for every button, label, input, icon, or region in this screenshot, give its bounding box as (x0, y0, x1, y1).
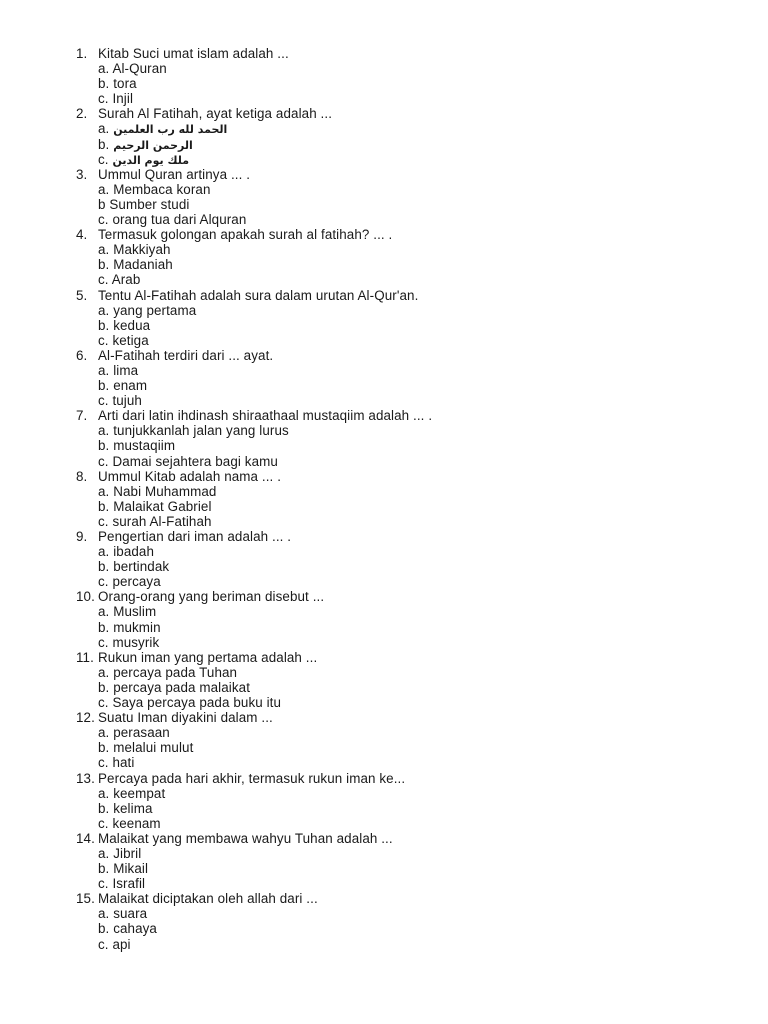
answer-option (0, 137, 768, 152)
option-letter: a. (98, 302, 114, 318)
question-item (0, 46, 768, 106)
answer-option (0, 333, 768, 348)
option-text: musyrik (112, 634, 160, 650)
answer-option-content (98, 197, 189, 212)
option-text: ibadah (113, 544, 155, 560)
question-item (0, 771, 768, 831)
answer-option (0, 740, 768, 755)
question-line (0, 771, 768, 786)
answer-option-content (98, 937, 131, 952)
answer-option (0, 484, 768, 499)
option-text: orang tua dari Alquran (112, 212, 247, 228)
option-text: Makkiyah (113, 242, 171, 258)
question-line (0, 469, 768, 484)
question-text: Suatu Iman diyakini dalam ... (98, 710, 273, 726)
question-text: Percaya pada hari akhir, termasuk rukun iman ke... (98, 770, 406, 786)
answer-option (0, 755, 768, 770)
answer-option (0, 272, 768, 287)
answer-option-content (98, 257, 173, 272)
question-line (0, 831, 768, 846)
answer-option-content (98, 363, 138, 378)
option-letter: a. (98, 544, 114, 560)
option-letter: b. (98, 498, 114, 514)
answer-option-content (98, 695, 281, 710)
answer-option (0, 499, 768, 514)
answer-option-content (98, 876, 145, 891)
question-item (0, 891, 768, 951)
answer-option-content (98, 303, 196, 318)
answer-option (0, 121, 768, 136)
question-text: Ummul Kitab adalah nama ... . (98, 468, 282, 484)
option-letter: b. (98, 800, 114, 816)
option-text: lima (113, 362, 139, 378)
option-letter: c. (98, 936, 113, 952)
option-letter: c. (98, 574, 113, 590)
answer-option (0, 937, 768, 952)
question-line (0, 650, 768, 665)
question-text: Tentu Al-Fatihah adalah sura dalam urutan Al-Qur'an. (98, 287, 419, 303)
question-text: Al-Fatihah terdiri dari ... ayat. (98, 347, 274, 363)
answer-option-content (98, 514, 212, 529)
answer-option-content (98, 725, 170, 740)
answer-option (0, 816, 768, 831)
answer-option-content (98, 665, 237, 680)
answer-option (0, 906, 768, 921)
answer-option (0, 876, 768, 891)
option-text: mukmin (113, 619, 161, 635)
answer-option (0, 454, 768, 469)
question-line (0, 46, 768, 61)
answer-option-content (98, 861, 148, 876)
answer-option-content (98, 378, 147, 393)
option-text: Arab (111, 272, 141, 288)
answer-option (0, 76, 768, 91)
answer-option (0, 61, 768, 76)
answer-option-content (98, 635, 159, 650)
question-number: 4. (76, 227, 88, 243)
question-item (0, 831, 768, 891)
answer-option (0, 801, 768, 816)
option-letter: c. (98, 272, 112, 288)
question-line (0, 227, 768, 242)
option-text: tujuh (112, 393, 142, 409)
answer-option-content (98, 333, 149, 348)
answer-option-content (98, 182, 211, 197)
answer-option (0, 680, 768, 695)
option-letter: a. (98, 121, 114, 137)
answer-option-content (98, 152, 189, 168)
question-item (0, 348, 768, 408)
answer-option-content (98, 574, 161, 589)
answer-option-content (98, 846, 141, 861)
answer-option (0, 152, 768, 167)
answer-option-content (98, 318, 150, 333)
option-text: tunjukkanlah jalan yang lurus (113, 423, 289, 439)
option-letter: a. (98, 242, 114, 258)
option-text: Injil (112, 91, 134, 107)
answer-option (0, 197, 768, 212)
option-letter: c. (98, 151, 113, 167)
option-letter: b. (98, 76, 114, 92)
answer-option-content (98, 91, 133, 106)
question-text: Termasuk golongan apakah surah al fatihah? ... . (98, 227, 393, 243)
option-letter: b. (98, 679, 114, 695)
option-text: Nabi Muhammad (113, 483, 217, 499)
answer-option-content (98, 921, 157, 936)
answer-option-content (98, 604, 156, 619)
answer-option-content (98, 242, 171, 257)
option-text: yang pertama (113, 302, 197, 318)
answer-option (0, 861, 768, 876)
question-number: 11. (76, 649, 94, 665)
question-number: 9. (76, 529, 88, 544)
question-item (0, 589, 768, 649)
answer-option (0, 318, 768, 333)
option-letter: b (98, 196, 110, 212)
answer-option-content (98, 438, 175, 453)
option-letter: a. (98, 725, 114, 741)
question-number: 15. (76, 891, 95, 907)
option-text: Malaikat Gabriel (113, 498, 212, 514)
answer-option (0, 725, 768, 740)
option-text-arabic: الحمد لله رب العلمين (113, 123, 228, 137)
answer-option (0, 544, 768, 559)
answer-option-content (98, 137, 193, 153)
question-number: 14. (76, 830, 95, 846)
option-text: Sumber studi (109, 196, 190, 212)
question-line (0, 167, 768, 182)
option-text: Mikail (113, 861, 149, 877)
option-text: kedua (113, 317, 151, 333)
question-line (0, 408, 768, 423)
option-letter: a. (98, 785, 114, 801)
option-letter: b. (98, 619, 114, 635)
question-item (0, 288, 768, 348)
answer-option (0, 182, 768, 197)
option-letter: c. (98, 453, 113, 469)
question-text: Kitab Suci umat islam adalah ... (98, 46, 289, 61)
answer-option-content (98, 484, 216, 499)
option-letter: a. (98, 61, 113, 77)
option-text: perasaan (113, 725, 170, 741)
answer-option-content (98, 559, 169, 574)
question-text: Surah Al Fatihah, ayat ketiga adalah ... (98, 106, 333, 122)
option-letter: b. (98, 740, 114, 756)
option-text: tora (113, 76, 137, 92)
answer-option (0, 393, 768, 408)
option-letter: b. (98, 438, 114, 454)
option-text: bertindak (113, 559, 170, 575)
option-text: Israfil (112, 876, 146, 892)
question-line (0, 710, 768, 725)
option-letter: a. (98, 181, 114, 197)
question-number: 3. (76, 166, 88, 182)
option-letter: a. (98, 845, 114, 861)
question-line (0, 106, 768, 121)
option-text: Madaniah (113, 257, 173, 273)
answer-option (0, 665, 768, 680)
question-text: Malaikat yang membawa wahyu Tuhan adalah ... (98, 830, 393, 846)
question-text: Rukun iman yang pertama adalah ... (98, 649, 318, 665)
option-text: Al-Quran (112, 61, 167, 77)
question-item (0, 227, 768, 287)
option-text: percaya (112, 574, 161, 590)
answer-option-content (98, 801, 153, 816)
option-text: Membaca koran (113, 181, 211, 197)
answer-option (0, 514, 768, 529)
option-letter: b. (98, 921, 114, 937)
option-letter: c. (98, 91, 113, 107)
option-text: melalui mulut (113, 740, 194, 756)
answer-option (0, 559, 768, 574)
answer-option-content (98, 906, 147, 921)
answer-option (0, 921, 768, 936)
option-text: api (112, 936, 131, 952)
option-letter: b. (98, 559, 114, 575)
answer-option-content (98, 61, 167, 76)
answer-option-content (98, 212, 246, 227)
option-letter: a. (98, 483, 114, 499)
option-text: Saya percaya pada buku itu (112, 695, 282, 711)
answer-option (0, 604, 768, 619)
answer-option (0, 423, 768, 438)
question-line (0, 288, 768, 303)
option-text: mustaqiim (113, 438, 176, 454)
answer-option-content (98, 393, 142, 408)
answer-option (0, 695, 768, 710)
answer-option (0, 363, 768, 378)
answer-option (0, 786, 768, 801)
option-text: Jibril (113, 845, 142, 861)
option-letter: c. (98, 393, 113, 409)
answer-option (0, 438, 768, 453)
option-text: enam (113, 378, 148, 394)
answer-option-content (98, 816, 161, 831)
option-letter: c. (98, 815, 113, 831)
question-text: Orang-orang yang beriman disebut ... (98, 589, 325, 605)
question-number: 7. (76, 408, 88, 424)
question-number: 5. (76, 287, 88, 303)
answer-option (0, 620, 768, 635)
question-number: 10. (76, 589, 95, 605)
question-line (0, 589, 768, 604)
option-text: percaya pada Tuhan (113, 664, 238, 680)
option-text: kelima (113, 800, 153, 816)
answer-option-content (98, 121, 227, 137)
option-letter: c. (98, 513, 113, 529)
option-letter: c. (98, 695, 113, 711)
option-letter: a. (98, 664, 114, 680)
option-text: hati (112, 755, 135, 771)
option-text-arabic: الرحمن الرحيم (113, 138, 193, 152)
question-number: 8. (76, 468, 88, 484)
answer-option (0, 242, 768, 257)
answer-option-content (98, 620, 161, 635)
option-text: Muslim (113, 604, 157, 620)
answer-option-content (98, 786, 165, 801)
option-letter: c. (98, 876, 113, 892)
question-text: Malaikat diciptakan oleh allah dari ... (98, 891, 318, 907)
option-text: Damai sejahtera bagi kamu (112, 453, 278, 469)
question-number: 2. (76, 106, 88, 122)
answer-option-content (98, 499, 212, 514)
question-text: Arti dari latin ihdinash shiraathaal mustaqiim adalah ... . (98, 408, 433, 424)
option-letter: c. (98, 212, 113, 228)
answer-option (0, 635, 768, 650)
option-text: percaya pada malaikat (113, 679, 251, 695)
question-item (0, 167, 768, 227)
answer-option-content (98, 755, 134, 770)
answer-option-content (98, 544, 154, 559)
answer-option-content (98, 740, 193, 755)
answer-option (0, 303, 768, 318)
answer-option-content (98, 423, 289, 438)
question-item (0, 408, 768, 468)
question-item (0, 469, 768, 529)
option-text: surah Al-Fatihah (112, 513, 212, 529)
question-text: Pengertian dari iman adalah ... . (98, 529, 292, 544)
question-number: 1. (76, 46, 88, 61)
quiz-document (0, 46, 768, 952)
answer-option (0, 574, 768, 589)
answer-option (0, 378, 768, 393)
question-item (0, 710, 768, 770)
option-text: keempat (113, 785, 166, 801)
answer-option-content (98, 454, 278, 469)
question-line (0, 348, 768, 363)
answer-option (0, 212, 768, 227)
option-letter: b. (98, 317, 114, 333)
option-text: cahaya (113, 921, 157, 937)
option-letter: a. (98, 362, 114, 378)
option-letter: c. (98, 755, 113, 771)
option-letter: b. (98, 378, 114, 394)
question-number: 12. (76, 710, 95, 726)
answer-option (0, 257, 768, 272)
question-number: 6. (76, 347, 88, 363)
option-text: suara (113, 906, 148, 922)
option-letter: b. (98, 861, 114, 877)
option-text: ketiga (112, 332, 149, 348)
question-text: Ummul Quran artinya ... . (98, 166, 251, 182)
option-letter: c. (98, 332, 113, 348)
option-text: keenam (112, 815, 161, 831)
question-item (0, 106, 768, 166)
option-letter: a. (98, 423, 114, 439)
question-item (0, 529, 768, 589)
option-letter: c. (98, 634, 113, 650)
answer-option (0, 846, 768, 861)
answer-option-content (98, 680, 250, 695)
question-item (0, 650, 768, 710)
option-letter: b. (98, 257, 114, 273)
option-letter: a. (98, 604, 114, 620)
answer-option (0, 91, 768, 106)
answer-option-content (98, 272, 140, 287)
question-number: 13. (76, 770, 95, 786)
option-letter: a. (98, 906, 114, 922)
answer-option-content (98, 76, 137, 91)
option-text-arabic: ملك يوم الدين (112, 153, 190, 167)
question-line (0, 529, 768, 544)
option-letter: b. (98, 136, 114, 152)
question-line (0, 891, 768, 906)
